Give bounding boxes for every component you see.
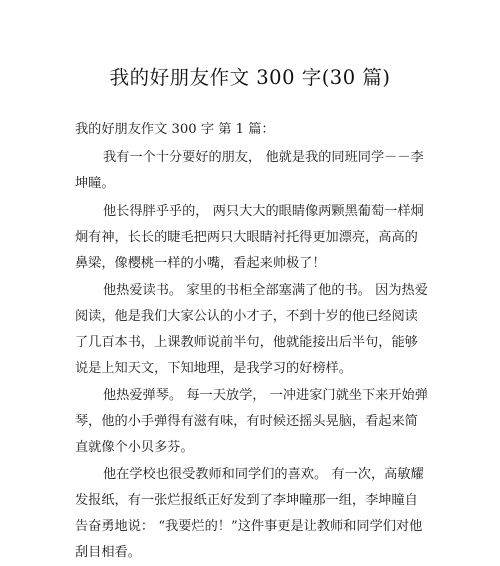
paragraph-line: 他在学校也很受教师和同学们的喜欢。 有一次，高敏耀 — [103, 467, 424, 482]
document-title: 我的好朋友作文 300 字(30 篇) — [109, 66, 391, 89]
paragraph-line: 发报纸，有一张烂报纸正好发到了李坤瞳那一组，李坤瞳自 — [75, 493, 418, 508]
paragraph-line: 告奋勇地说： “我要烂的！”这件事更是让教师和同学们对他 — [75, 519, 423, 534]
paragraph-line: 琴，他的小手弹得有滋有味，有时候还摇头晃脑，看起来简 — [75, 414, 418, 429]
paragraph-line: 他热爱读书。 家里的书柜全部塞满了他的书。 因为热爱 — [103, 283, 428, 298]
paragraph-line: 鼻梁，像樱桃一样的小嘴，看起来帅极了！ — [75, 256, 326, 271]
paragraph-line: 他长得胖乎乎的， 两只大大的眼睛像两颗黑葡萄一样炯 — [103, 204, 424, 219]
paragraph-line: 刮目相看。 — [75, 545, 141, 560]
subheading: 我的好朋友作文 300 字 第 1 篇： — [75, 122, 275, 137]
paragraph-line: 炯有神，长长的睫毛把两只大眼睛衬托得更加漂亮，高高的 — [75, 230, 418, 245]
paragraph-line: 他热爱弹琴。 每一天放学， 一冲进家门就坐下来开始弹 — [103, 388, 428, 403]
paragraph-line: 说是上知天文，下知地理，是我学习的好榜样。 — [75, 361, 352, 376]
paragraph-line: 了几百本书，上课教师说前半句，他就能接出后半句，能够 — [75, 335, 418, 350]
paragraph-line: 阅读，他是我们大家公认的小才子，不到十岁的他已经阅读 — [75, 309, 418, 324]
paragraph-line: 直就像个小贝多芬。 — [75, 440, 194, 455]
paragraph-line: 我有一个十分要好的朋友， 他就是我的同班同学－－李 — [103, 150, 424, 165]
paragraph-line: 坤瞳。 — [75, 176, 115, 191]
